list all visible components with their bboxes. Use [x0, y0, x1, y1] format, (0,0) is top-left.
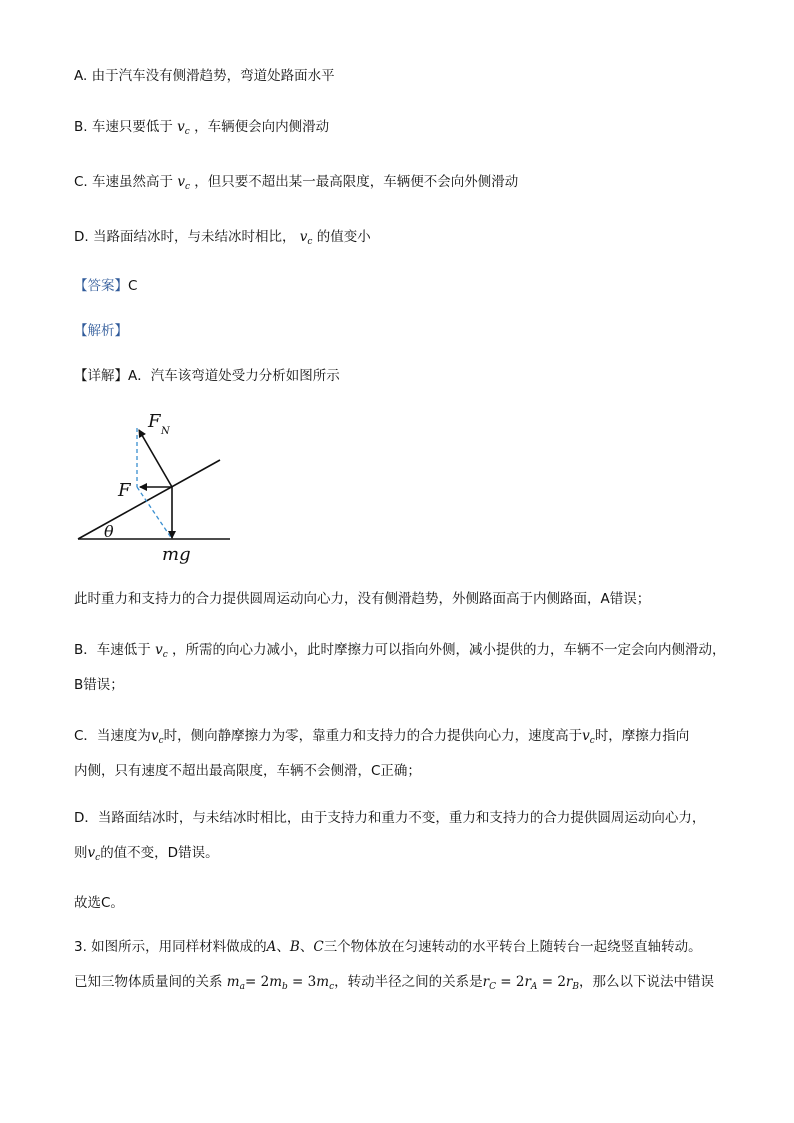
question3-line1: 3. 如图所示，用同样材料做成的A、B、C三个物体放在匀速转动的水平转台上随转台一起绕竖直轴转动。: [74, 939, 702, 955]
vc-symbol: $v_c$: [582, 728, 595, 746]
detail-d-line2: 则$v_c$的值不变，D错误。: [74, 845, 219, 863]
vc-symbol: $v_c$: [299, 229, 313, 247]
detail-c-line1: C．当速度为$v_c$时，侧向静摩擦力为零，靠重力和支持力的合力提供向心力，速度高于$v_c$时，摩擦力指向: [74, 728, 690, 746]
detail-b-line2: B错误；: [74, 677, 124, 693]
force-diagram: [70, 400, 270, 570]
mass-relation: $m_a= 2m_b = 3m_c$: [226, 974, 335, 992]
option-a-text: A. 由于汽车没有侧滑趋势，弯道处路面水平: [74, 68, 335, 84]
radius-relation: $r_C = 2r_A = 2r_B$: [482, 974, 579, 992]
dashed-diagonal: [137, 487, 172, 539]
answer-tag: 【答案】: [74, 278, 128, 294]
label-mg: mg: [162, 544, 191, 565]
detail-tag: 【详解】: [74, 368, 128, 384]
detail-b-line1: B．车速低于 $v_c$ ，所需的向心力减小，此时摩擦力可以指向外侧，减小提供的力，车辆不一定会向内侧滑动，: [74, 642, 726, 660]
detail-a-conclusion: 此时重力和支持力的合力提供圆周运动向心力，没有侧滑趋势，外侧路面高于内侧路面，A错误；: [74, 591, 651, 607]
detail-c-line2: 内侧，只有速度不超出最高限度，车辆不会侧滑，C正确；: [74, 763, 421, 779]
option-c: C. 车速虽然高于 $v_c$ ，但只要不超出某一最高限度，车辆便不会向外侧滑动: [74, 174, 519, 192]
answer-line: [74, 276, 137, 296]
option-d: D. 当路面结冰时，与未结冰时相比， $v_c$ 的值变小: [74, 229, 371, 247]
vc-symbol: $v_c$: [177, 174, 190, 192]
detail-d-line1: D．当路面结冰时，与未结冰时相比，由于支持力和重力不变，重力和支持力的合力提供圆周运动向心力，: [74, 810, 706, 826]
detail-intro: 【详解】A．汽车该弯道处受力分析如图所示: [74, 368, 340, 384]
normal-force-arrow: [139, 430, 172, 487]
label-f: F: [118, 480, 131, 501]
label-theta: θ: [104, 522, 114, 541]
label-fn: F: [148, 411, 161, 432]
vc-symbol: $v_c$: [150, 728, 164, 746]
option-a: [74, 66, 335, 86]
label-fn-sub: N: [161, 426, 170, 437]
option-b: B. 车速只要低于 $v_c$ ，车辆便会向内侧滑动: [74, 119, 330, 137]
final-choice: 故选C。: [74, 895, 124, 911]
analysis-heading: 【解析】: [74, 323, 128, 339]
vc-symbol: $v_c$: [87, 845, 101, 863]
question3-line2: 已知三物体质量间的关系 $m_a= 2m_b = 3m_c$，转动半径之间的关系是$r_C = 2r_A = 2r_B$，那么以下说法中错误: [74, 974, 714, 992]
incline-line: [78, 460, 220, 539]
answer-value: C: [128, 278, 138, 294]
vc-symbol: $v_c$: [177, 119, 190, 137]
vc-symbol: $v_c$: [155, 642, 168, 660]
